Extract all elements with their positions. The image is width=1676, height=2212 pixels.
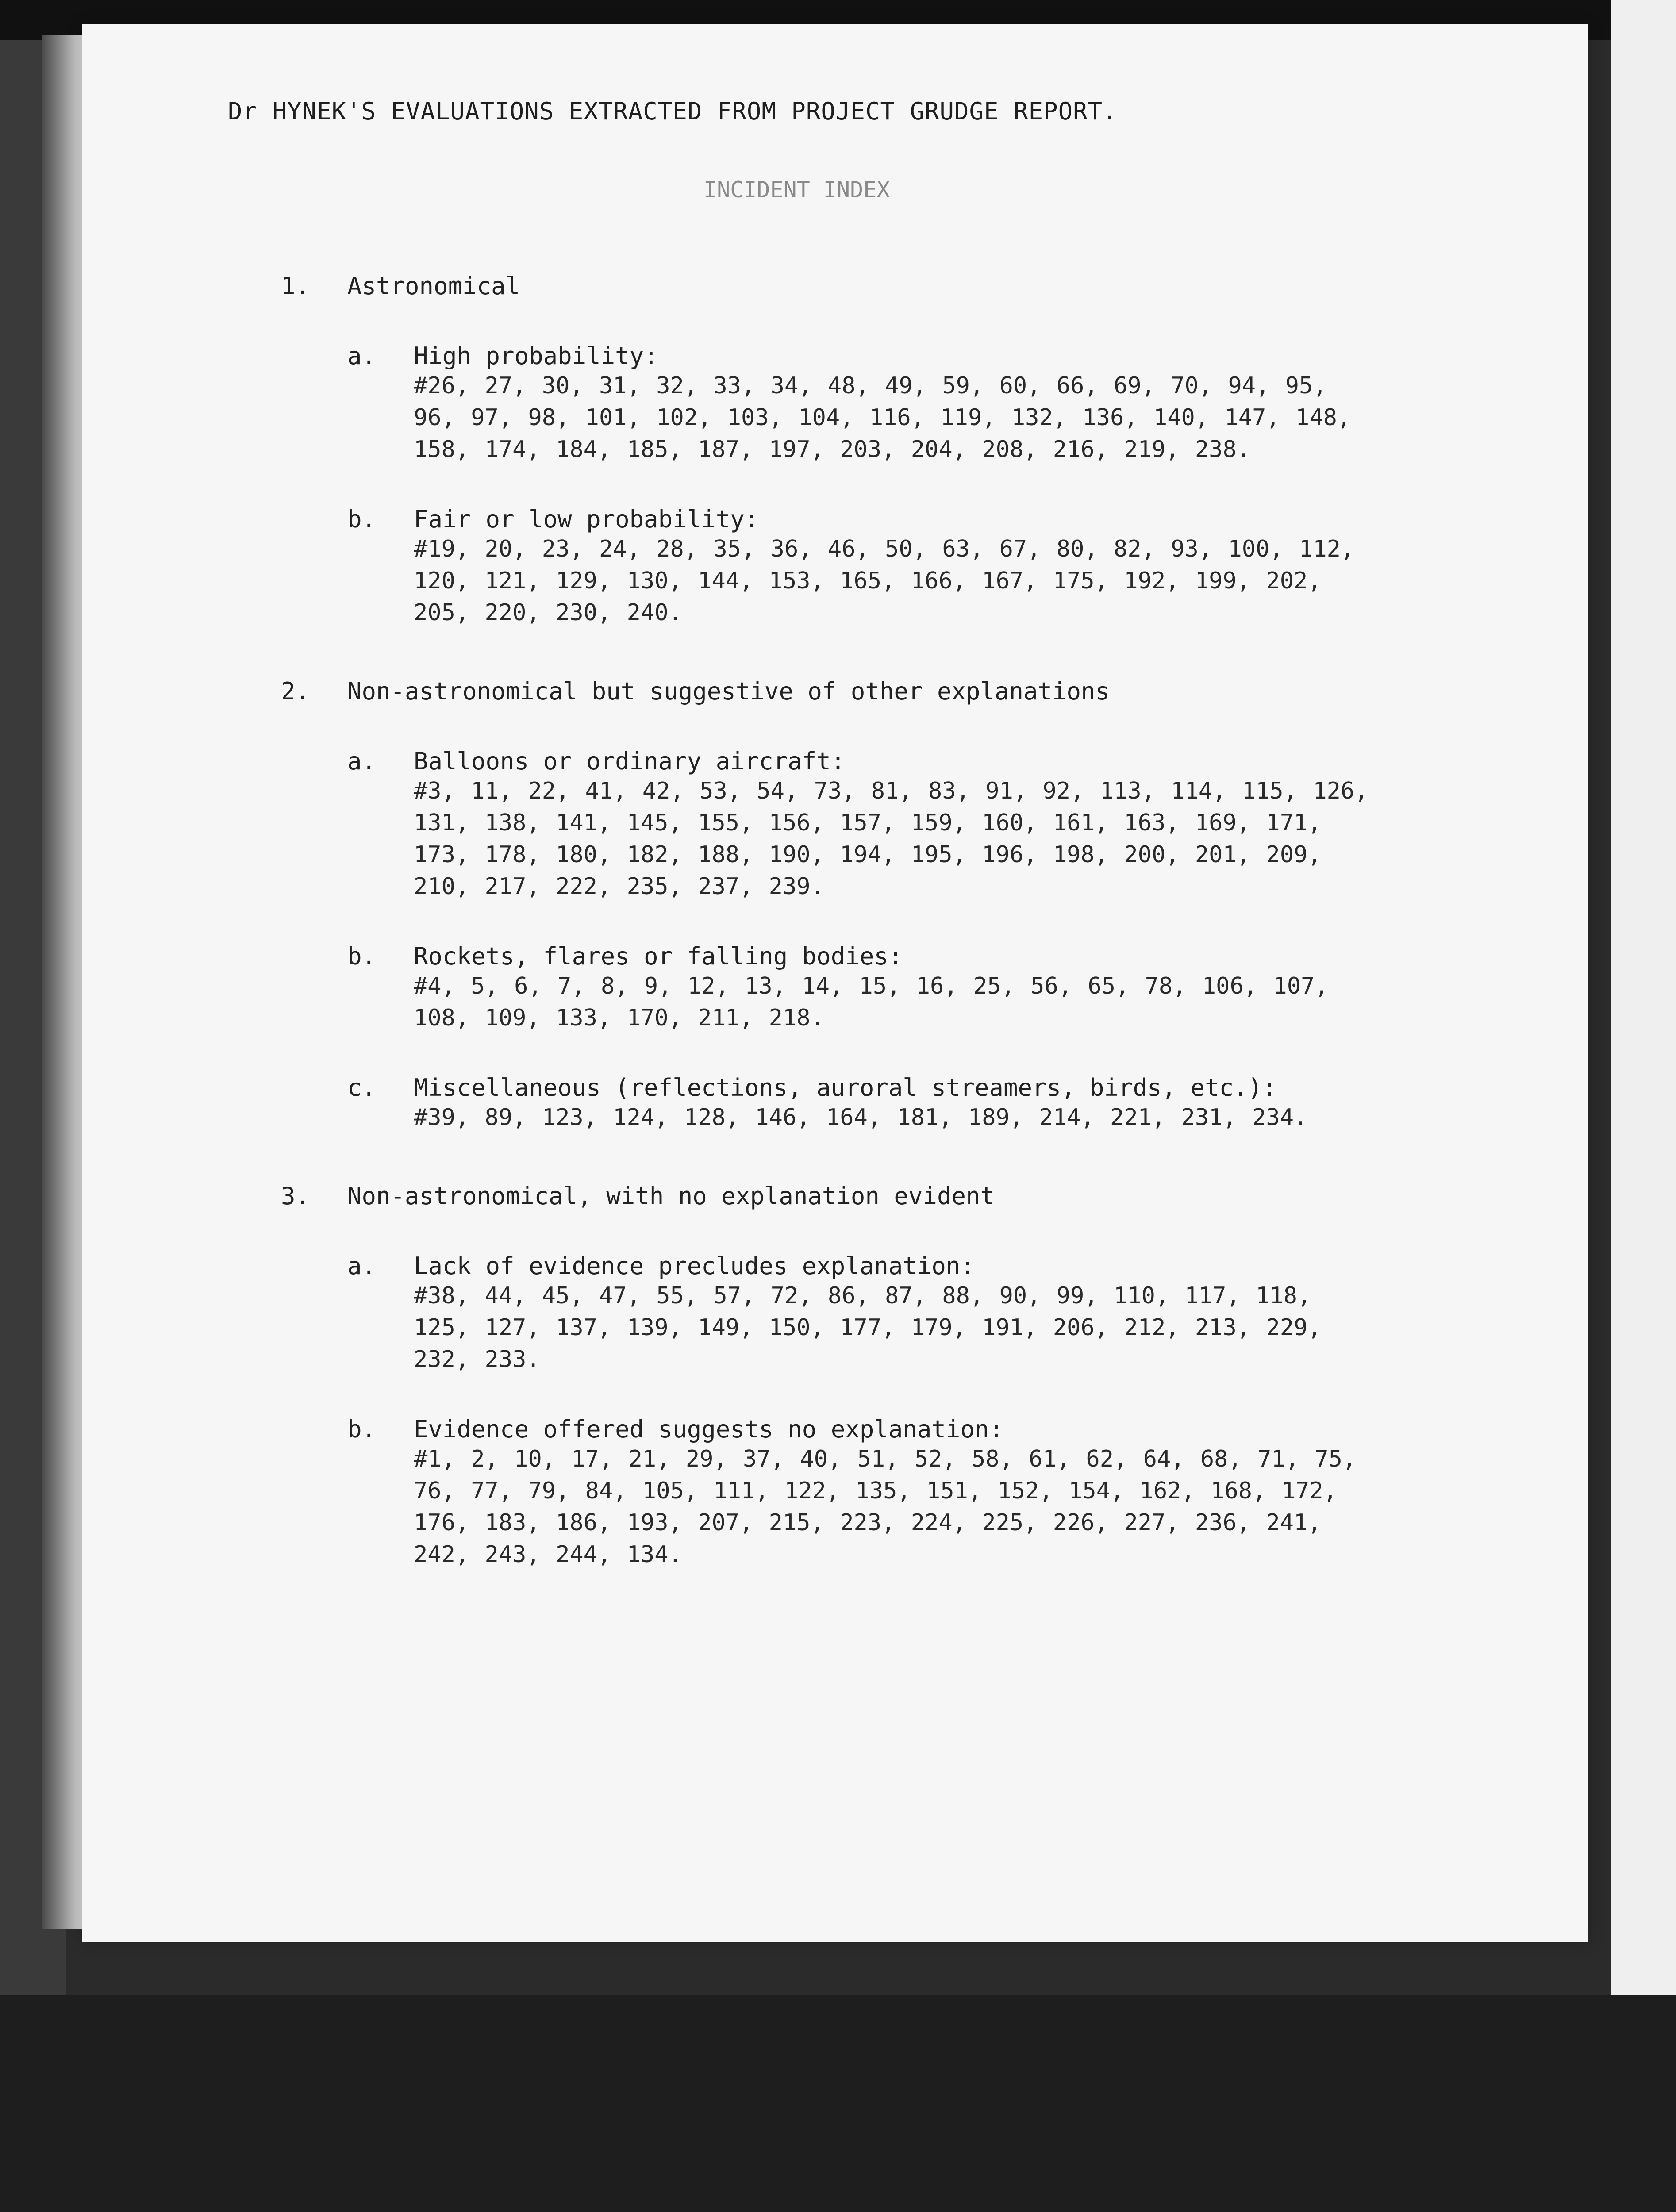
item-letter: a. (347, 1252, 377, 1280)
document-subtitle: INCIDENT INDEX (703, 177, 890, 203)
incident-number-list: #39, 89, 123, 124, 128, 146, 164, 181, 189, 214, 221, 231, 234. (414, 1104, 1308, 1131)
item-label (347, 747, 1564, 775)
document-title: Dr HYNEK'S EVALUATIONS EXTRACTED FROM PROJECT GRUDGE REPORT. (228, 97, 1118, 125)
item-letter: a. (347, 747, 377, 775)
item-title: Fair or low probability: (414, 505, 759, 533)
document-content (82, 24, 1588, 1942)
section-heading (281, 1182, 1564, 1210)
item-label (347, 505, 1564, 533)
incident-number-list: #3, 11, 22, 41, 42, 53, 54, 73, 81, 83, 91, 92, 113, 114, 115, 126, 131, 138, 141, 145, 155, 156, 157, 159, 160, 161, 163, 169, 171, 173, 178, 180, 182, 188, 190, 194, 195, 196, 198, 200, 201, 209, 210, 217, 222, 235, 237, 239. (414, 778, 1368, 900)
section-title: Non-astronomical but suggestive of other explanations (347, 677, 1110, 705)
item-label (347, 1252, 1564, 1280)
item-title: Evidence offered suggests no explanation: (414, 1415, 1003, 1443)
item-evidence-no-explanation (347, 1415, 1564, 1571)
incident-number-list: #19, 20, 23, 24, 28, 35, 36, 46, 50, 63, 67, 80, 82, 93, 100, 112, 120, 121, 129, 130, 144, 153, 165, 166, 167, 175, 192, 199, 202, 205, 220, 230, 240. (414, 536, 1355, 626)
section-title: Non-astronomical, with no explanation evident (347, 1182, 995, 1210)
item-title: Lack of evidence precludes explanation: (414, 1252, 975, 1280)
item-title: Rockets, flares or falling bodies: (414, 942, 903, 970)
item-label (347, 1074, 1564, 1102)
item-title: Miscellaneous (reflections, auroral streamers, birds, etc.): (414, 1074, 1277, 1102)
item-fair-or-low-probability (347, 505, 1564, 629)
section-number: 3. (281, 1182, 310, 1210)
item-miscellaneous (347, 1074, 1564, 1133)
section-non-astronomical-suggestive (281, 677, 1564, 1133)
incident-number-list: #4, 5, 6, 7, 8, 9, 12, 13, 14, 15, 16, 25, 56, 65, 78, 106, 107, 108, 109, 133, 170, 211, 218. (414, 973, 1329, 1031)
film-border-right (1611, 0, 1676, 2212)
item-label (347, 342, 1564, 370)
item-rockets-flares (347, 942, 1564, 1034)
incident-number-list: #1, 2, 10, 17, 21, 29, 37, 40, 51, 52, 58, 61, 62, 64, 68, 71, 75, 76, 77, 79, 84, 105, 111, 122, 135, 151, 152, 154, 162, 168, 172, 176, 183, 186, 193, 207, 215, 223, 224, 225, 226, 227, 236, 241, 242, 243, 244, 134. (414, 1446, 1357, 1568)
section-heading (281, 677, 1564, 705)
incident-index (281, 272, 1564, 1619)
item-letter: a. (347, 342, 377, 370)
item-letter: b. (347, 1415, 377, 1443)
film-border-bottom (0, 1995, 1676, 2212)
item-lack-of-evidence (347, 1252, 1564, 1375)
item-label (347, 942, 1564, 970)
item-high-probability (347, 342, 1564, 465)
incident-number-list: #26, 27, 30, 31, 32, 33, 34, 48, 49, 59, 60, 66, 69, 70, 94, 95, 96, 97, 98, 101, 102, 103, 104, 116, 119, 132, 136, 140, 147, 148, 158, 174, 184, 185, 187, 197, 203, 204, 208, 216, 219, 238. (414, 373, 1351, 463)
item-balloons-or-aircraft (347, 747, 1564, 902)
section-title: Astronomical (347, 272, 520, 300)
page-edge-shadow (42, 35, 82, 1929)
incident-number-list: #38, 44, 45, 47, 55, 57, 72, 86, 87, 88, 90, 99, 110, 117, 118, 125, 127, 137, 139, 149, 150, 177, 179, 191, 206, 212, 213, 229, 232, 233. (414, 1283, 1322, 1373)
item-letter: c. (347, 1074, 377, 1102)
section-number: 2. (281, 677, 310, 705)
item-label (347, 1415, 1564, 1443)
section-heading (281, 272, 1564, 300)
item-title: Balloons or ordinary aircraft: (414, 747, 846, 775)
item-letter: b. (347, 505, 377, 533)
section-astronomical (281, 272, 1564, 629)
item-letter: b. (347, 942, 377, 970)
document-page (82, 24, 1588, 1942)
item-title: High probability: (414, 342, 658, 370)
section-number: 1. (281, 272, 310, 300)
section-non-astronomical-no-explanation (281, 1182, 1564, 1571)
